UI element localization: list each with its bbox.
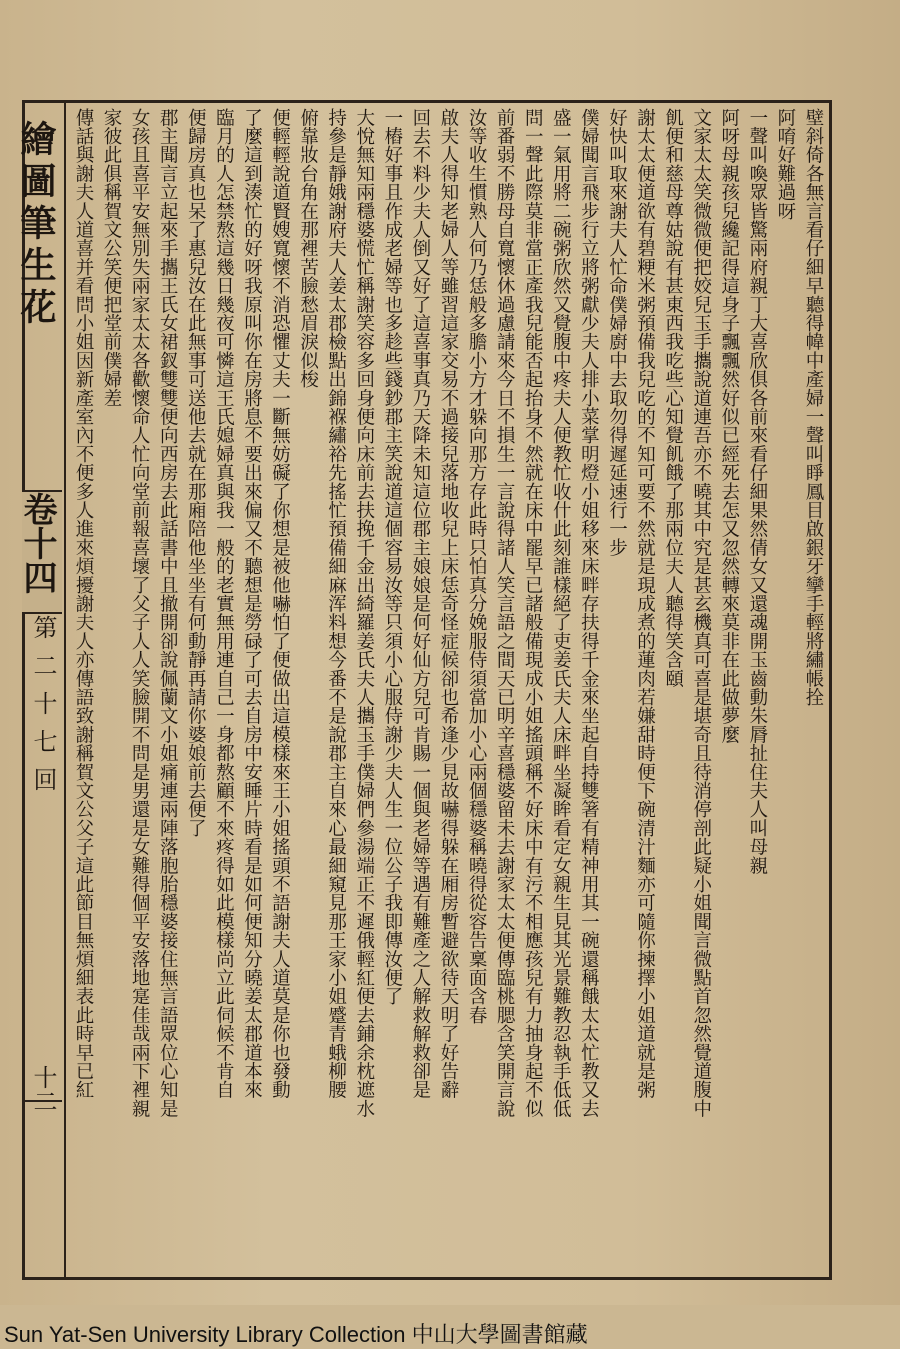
book-title: 繪圖筆生花 — [15, 120, 57, 330]
text-column: 一聲叫喚眾皆驚兩府親丁大喜欣俱各前來看仔細果然倩女又還魂開玉齒動朱脣扯住夫人叫母親 — [746, 108, 768, 875]
page-number: 十二 — [29, 1065, 57, 1113]
text-column: 謝太太便道欲有碧粳米粥預備我兒吃的不知可要不然就是現成煮的蓮肉若嫌甜時便下碗清汁麵亦可隨你揀擇小姐道就是粥 — [634, 108, 656, 1100]
text-column: 阿唷好難過呀 — [774, 108, 796, 221]
text-column: 文家太太笑微微便把姣兒玉手攜說道連吾亦不曉其中究是甚玄機真可喜是堪奇且待消停剖此疑小姐聞言微點首忽然覺道腹中 — [690, 108, 712, 1118]
text-column: 持參是靜娥謝府夫人姜太郡檢點出錦褓繡裕先搖忙預備細麻浑料想今番不是說郡主自來心最細窺見那王家小姐蹙青蛾柳腰 — [325, 108, 347, 1100]
text-body — [70, 108, 828, 1273]
text-column: 便輕輕說道賢嫂寬懷不消恐懼丈夫一斷無妨礙了你想是被他嚇怕了便做出這模樣來王小姐搖頭不語謝夫人道莫是你也發動 — [269, 108, 291, 1100]
text-column: 僕婦聞言飛步行立將粥獻少夫人排小菜掌明燈小姐移來床畔存扶得千金來坐起自持雙箸有精神用其一碗還稱餓太太忙教又去 — [578, 108, 600, 1118]
text-column: 大悅無知兩穩婆慌忙稱謝笑容多回身便向床前去扶挽千金出綺羅姜氏夫人攜玉手僕婦們參湯端正不遲俄輕紅便去鋪余枕遮水 — [353, 108, 375, 1118]
text-column: 臨月的人怎禁熬這幾日幾夜可憐這王氏媳婦真與我一般的老實無用連自己一身都熬顧不來疼得如此模樣尚立此伺候不肯自 — [213, 108, 235, 1100]
text-column: 問一聲此際莫非當正產我兒能否起抬身不然就在床中罷早已諸般備現成小姐搖頭稱不好床中有污不相應孩兒有力抽身起不似 — [522, 108, 544, 1118]
text-column: 傳話與謝夫人道喜并看問小姐因新產室內不便多人進來煩擾謝夫人亦傳語致謝稱賀文公父子這此節目無煩細表此時早已紅 — [72, 108, 94, 1100]
page-spine — [15, 100, 66, 1280]
library-caption: Sun Yat-Sen University Library Collection 中山大學圖書館藏 — [4, 1322, 588, 1347]
text-column: 了麼這到湊忙的好呀我原叫你在房將息不要出來偏又不聽想是勞碌了可去自房中安睡片時看是如何便知分曉姜太郡道本來 — [241, 108, 263, 1100]
volume-label: 卷十四 — [22, 490, 62, 614]
text-column: 好快叫取來謝夫人忙命僕婦廚中去取勿得遲延速行一步 — [606, 108, 628, 557]
text-column: 前番弱不勝母自寬懷休過慮請來今日不損生一言說得諸人笑言語之間天已明辛喜穩婆留未去謝家太太便傳臨桃腮含笑開言說 — [494, 108, 516, 1118]
text-column: 飢便和慈母尊姑說有甚東西我吃些心知覺飢餓了那兩位夫人聽得笑含頤 — [662, 108, 684, 688]
text-column: 女孩且喜平安無別失兩家太太各歡懷命人忙向堂前報喜壞了父子人人笑臉開不問是男還是女難得個平安落地寔佳哉兩下裡親 — [129, 108, 151, 1118]
chapter-label: 第二十七回 — [29, 615, 57, 805]
text-column: 一樁好事且作成老婦等也多趁些錢鈔郡主笑說道這個容易汝等只須小心服侍謝少夫人生一位公子我即傳汝便了 — [381, 108, 403, 1006]
text-column: 阿呀母親孩兒纔記得這身子飄飄然好似已經死去怎又忽然轉來莫非在此做夢麼 — [718, 108, 740, 744]
text-column: 回去不料少夫人倒又好了這喜事真乃天降未知這位郡主娘娘是何好仙方兒可肯賜一個與老婦等遇有難產之人解救解救卻是 — [409, 108, 431, 1100]
text-column: 汝等收生慣熟人何乃恁般多膽小方才躲向那方存此時只怕真分娩服侍須當加小心兩個穩婆稱曉得從容告稟面含春 — [466, 108, 488, 1025]
text-column: 便歸房真也呆了惠兒汝在此無事可送他去就在那廂陪他坐坐有何動靜再請你婆娘前去便了 — [185, 108, 207, 838]
text-column: 壁斜倚各無言看仔細早聽得幃中產婦一聲叫睜鳳目啟銀牙攣手輕將繡帳拴 — [803, 108, 824, 707]
spine-divider — [22, 1100, 62, 1182]
text-column: 盛一氣用將二碗粥欣然又覺腹中疼夫人便教忙收什此刻誰樣絕了吏姜氏夫人床畔坐凝眸看定女親生見其光景難教忍執手低低 — [550, 108, 572, 1118]
text-column: 俯靠妝台角在那裡苦臉愁眉淚似梭 — [297, 108, 319, 389]
text-column: 啟夫人得知老婦人等雖習這家交易不過接兒落地收兒上床恁奇怪症候卻也希逢少見故嚇得躲在厢房暫避欲待天明了好告辭 — [437, 108, 459, 1100]
text-column: 家彼此俱稱賀文公笑便把堂前僕婦差 — [101, 108, 123, 408]
text-column: 郡主聞言立起來手攜王氏女裙釵雙雙便向西房去此話書中且撤開卻說佩蘭文小姐痛連兩陣落胞胎穩婆接住無言語眾位心知是 — [157, 108, 179, 1118]
